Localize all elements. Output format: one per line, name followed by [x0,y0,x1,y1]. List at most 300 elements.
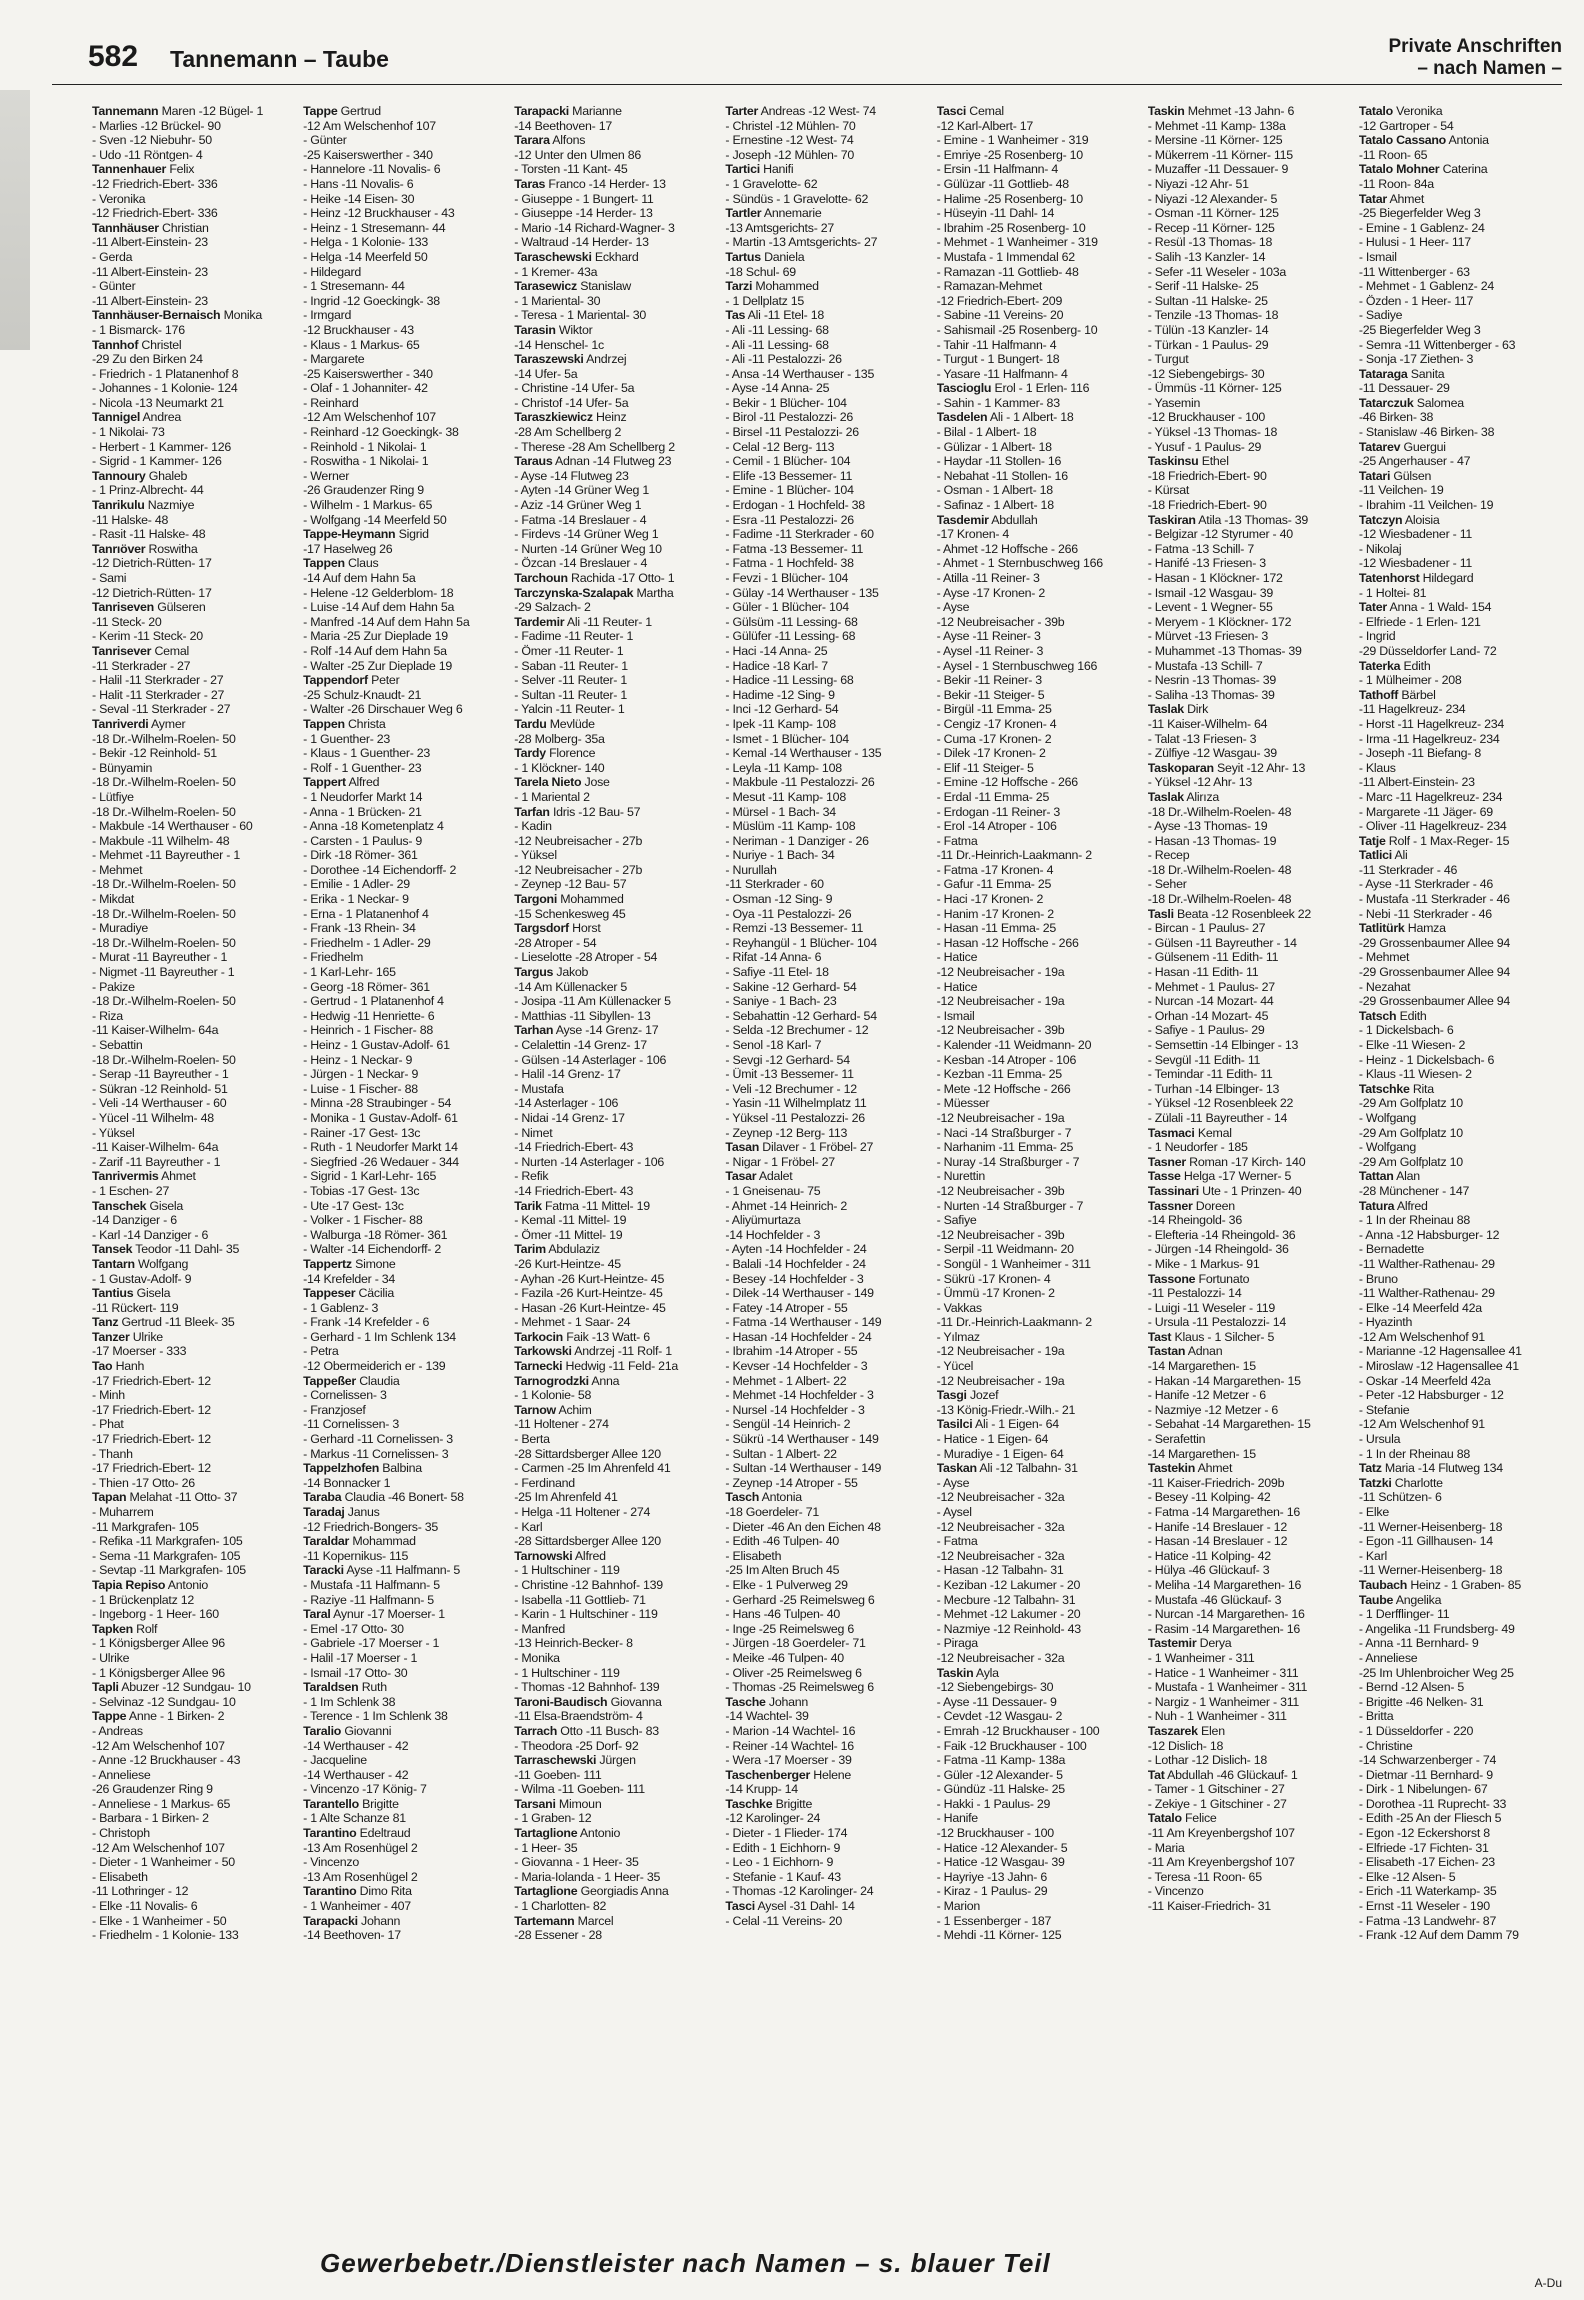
entry-details: Ethel [1201,454,1229,469]
entry-details: - Wilhelm - 1 Markus- 65 [303,498,433,513]
entry-details: Mohammed [560,892,624,907]
entry-details: - Hatice -12 Alexander- 5 [936,1840,1068,1855]
entry-details: - Mehmet -14 Hochfelder - 3 [725,1388,874,1403]
directory-entry [725,1140,928,1155]
directory-entry [725,1739,928,1754]
directory-entry [514,732,717,747]
entry-details: - Seval -11 Sterkrader - 27 [92,702,231,717]
directory-entry [92,1403,295,1418]
entry-details: - Nuh - 1 Wanheimer - 311 [1147,1709,1287,1724]
directory-entry [1148,527,1351,542]
directory-entry [514,1184,717,1199]
entry-details: Rolf - 1 Max-Reger- 15 [1388,833,1510,848]
directory-entry [1148,1257,1351,1272]
directory-entry [937,1884,1140,1899]
directory-entry [937,1855,1140,1870]
entry-details: Dimo Rita [359,1884,412,1899]
entry-details: - Klaus - 1 Markus- 65 [303,337,420,352]
entry-surname: Taraus [514,454,553,469]
directory-entry [303,1593,506,1608]
entry-details: - Thomas -12 Karolinger- 24 [725,1884,874,1899]
entry-details: - Müslüm -11 Kamp- 108 [725,819,856,834]
entry-details: -13 Am Rosenhügel 2 [303,1840,418,1855]
entry-details: - Saniye - 1 Bach- 23 [725,994,837,1009]
directory-entry [937,104,1140,119]
entry-details: - Nurten -14 Asterlager - 106 [514,1154,665,1169]
entry-details: - Terence - 1 Im Schlenk 38 [303,1709,448,1724]
page-range-title: Tannemann – Taube [170,46,389,72]
directory-entry [937,1126,1140,1141]
entry-details: - Monika - 1 Gustav-Adolf- 61 [303,1110,458,1125]
directory-entry [514,819,717,834]
entry-details: Hedwig -11 Feld- 21a [565,1359,679,1374]
entry-surname: Tarrach [514,1723,558,1738]
directory-entry [1359,235,1562,250]
entry-details: Abdullah -46 Glückauf- 1 [1167,1767,1298,1782]
entry-details: - Hasan -11 Emma- 25 [936,921,1056,936]
directory-entry [514,177,717,192]
entry-details: - Erdogan -11 Reiner- 3 [936,804,1061,819]
directory-entry [92,1257,295,1272]
directory-entry [514,192,717,207]
entry-surname: Tantius [92,1286,134,1301]
directory-entry [937,162,1140,177]
entry-surname: Tartaglione [514,1884,578,1899]
directory-entry [92,629,295,644]
entry-surname: Tarnow [514,1402,556,1417]
entry-details: - Yüksel -12 Ahr- 13 [1147,775,1252,790]
directory-entry [1359,192,1562,207]
directory-entry [303,1709,506,1724]
directory-entry [92,892,295,907]
entry-details: - Helene -12 Gelderblom- 18 [303,585,454,600]
directory-entry [725,1826,928,1841]
entry-surname: Taraszewski [514,352,584,367]
directory-entry [937,1067,1140,1082]
entry-details: - Ali -11 Lessing- 68 [725,337,829,352]
directory-entry [725,396,928,411]
directory-entry [1359,1023,1562,1038]
directory-entry [514,119,717,134]
entry-details: Seyit -12 Ahr- 13 [1217,760,1306,775]
directory-entry [1359,1038,1562,1053]
entry-details: - Gülsenem -11 Edith- 11 [1147,950,1279,965]
entry-details: -11 Kopernikus- 115 [303,1548,409,1563]
directory-entry [937,221,1140,236]
directory-entry [303,980,506,995]
entry-details: Ruth [361,1680,387,1695]
entry-details: - Miroslaw -12 Hagensallee 41 [1358,1359,1519,1374]
entry-surname: Taraschewski [514,249,592,264]
directory-entry [303,673,506,688]
entry-details: - Anna -12 Habsburger- 12 [1358,1227,1500,1242]
directory-entry [1148,586,1351,601]
entry-details: - Safiye [936,1213,977,1228]
entry-details: - Anna - 1 Brücken- 21 [303,804,422,819]
directory-entry [514,921,717,936]
entry-details: -12 Neubreisacher - 32a [936,1519,1065,1534]
entry-details: -11 Dr.-Heinrich-Laakmann- 2 [936,1315,1092,1330]
directory-entry [725,1520,928,1535]
entry-details: - 1 Charlotten- 82 [514,1899,607,1914]
directory-entry [1148,892,1351,907]
directory-entry [1148,921,1351,936]
directory-entry [303,936,506,951]
entry-details: - 1 Essenberger - 187 [936,1913,1052,1928]
directory-entry [725,936,928,951]
entry-details: - Sükran -12 Reinhold- 51 [92,1081,228,1096]
entry-surname: Tarczynska-Szalapak [514,585,634,600]
directory-entry [514,1140,717,1155]
directory-entry [514,425,717,440]
entry-details: - Jürgen -18 Goerdeler- 71 [725,1636,866,1651]
directory-entry [1359,279,1562,294]
directory-entry [514,323,717,338]
directory-entry [514,775,717,790]
directory-entry [1148,162,1351,177]
directory-entry [303,921,506,936]
entry-details: - Walburga -18 Römer- 361 [303,1227,448,1242]
entry-details: - 1 Eschen- 27 [92,1183,170,1198]
directory-entry [303,1739,506,1754]
directory-entry [92,805,295,820]
directory-entry [937,673,1140,688]
entry-details: - Vincenzo [303,1855,359,1870]
entry-details: -25 Kaiserswerther - 340 [303,366,433,381]
directory-entry [725,1184,928,1199]
directory-entry [514,410,717,425]
directory-entry [303,1666,506,1681]
entry-surname: Taskin [1147,104,1185,118]
directory-entry [303,177,506,192]
directory-entry [937,1505,1140,1520]
directory-entry [514,834,717,849]
entry-details: - Ersin -11 Halfmann- 4 [936,162,1058,177]
entry-details: Ahmet [161,1169,196,1184]
directory-entry [303,994,506,1009]
entry-details: - Niyazi -12 Alexander- 5 [1147,191,1278,206]
entry-details: - Emel -17 Otto- 30 [303,1621,404,1636]
entry-details: - 1 Mariental- 30 [514,293,601,308]
directory-entry [92,1140,295,1155]
entry-details: Marcel [577,1913,614,1928]
entry-details: - Yasemin [1147,395,1201,410]
directory-entry [1148,1695,1351,1710]
directory-entry [937,1768,1140,1783]
directory-entry [1359,206,1562,221]
entry-details: - Sevtap -11 Markgrafen- 105 [92,1563,246,1578]
entry-details: - Emine - 1 Blücher- 104 [725,483,854,498]
directory-entry [937,819,1140,834]
entry-details: -12 Friedrich-Ebert- 209 [936,293,1063,308]
directory-entry [514,148,717,163]
entry-details: Martha [636,585,674,600]
directory-entry [1148,877,1351,892]
directory-entry [92,1928,295,1943]
entry-details: - Keziban -12 Lakumer - 20 [936,1577,1081,1592]
entry-surname: Tansek [92,1242,133,1257]
directory-entry [937,761,1140,776]
directory-entry [1359,907,1562,922]
directory-entry [725,1461,928,1476]
entry-details: - Faik -12 Bruckhauser - 100 [936,1738,1087,1753]
directory-entry [725,819,928,834]
directory-entry [725,1169,928,1184]
directory-entry [303,1855,506,1870]
entry-surname: Targsdorf [514,921,569,936]
directory-entry [725,410,928,425]
directory-entry [92,950,295,965]
entry-surname: Tanzer [92,1329,130,1344]
directory-entry [92,921,295,936]
directory-entry [303,1140,506,1155]
entry-details: - Elke -11 Wiesen- 2 [1358,1038,1466,1052]
directory-entry [725,1155,928,1170]
directory-entry [937,1417,1140,1432]
entry-details: Stanislaw [580,279,631,294]
directory-entry [725,1228,928,1243]
entry-details: -25 Im Uhlenbroicher Weg 25 [1358,1665,1514,1680]
entry-details: -11 Walther-Rathenau- 29 [1358,1286,1495,1301]
entry-details: - Marion -14 Wachtel- 16 [725,1723,856,1738]
directory-entry [937,805,1140,820]
entry-details: - Frank -14 Krefelder - 6 [303,1315,430,1330]
directory-entry [725,702,928,717]
directory-entry [725,1797,928,1812]
entry-details: - Özcan -14 Breslauer - 4 [514,556,648,571]
entry-details: -28 Molberg- 35a [514,731,605,746]
directory-entry [937,1666,1140,1681]
directory-column-2 [303,104,506,2184]
entry-details: Claudia [359,1373,400,1388]
entry-details: - Barbara - 1 Birken- 2 [92,1811,209,1826]
entry-details: - Fadime -11 Sterkrader - 60 [725,527,874,542]
directory-entry [303,965,506,980]
entry-surname: Tartus [725,249,761,264]
directory-entry [92,1388,295,1403]
entry-details: Veronika [1396,104,1443,118]
directory-entry [1148,104,1351,119]
entry-details: Andrzej [586,352,627,367]
entry-details: Gülseren [157,600,206,615]
entry-surname: Taraba [303,1490,342,1505]
entry-details: - 1 Düsseldorfer - 220 [1358,1723,1474,1738]
entry-surname: Tartaglione [514,1826,578,1841]
directory-entry [937,1330,1140,1345]
entry-details: - Fazila -26 Kurt-Heintze- 45 [514,1286,663,1301]
entry-surname: Tarantello [303,1796,359,1811]
entry-details: Hanh [115,1359,145,1374]
entry-details: - Halil -17 Moerser - 1 [303,1650,418,1665]
entry-details: -28 Atroper - 54 [514,935,597,950]
entry-details: - Vincenzo -17 König- 7 [303,1782,427,1797]
directory-entry [514,250,717,265]
directory-entry [514,1914,717,1929]
directory-entry [514,527,717,542]
directory-entry [303,221,506,236]
directory-entry [937,775,1140,790]
entry-details: -12 Neubreisacher - 19a [936,1373,1065,1388]
entry-surname: Tathoff [1358,687,1399,702]
entry-surname: Tasci [725,1899,755,1914]
entry-details: - Muhammet -13 Thomas- 39 [1147,643,1302,658]
entry-details: -12 Am Welschenhof 107 [303,410,436,425]
directory-entry [514,352,717,367]
entry-details: - Ernestine -12 West- 74 [725,133,854,148]
entry-details: Ahmet [1389,191,1425,206]
entry-details: - Fatma -11 Kamp- 138a [936,1753,1066,1768]
directory-entry [1359,1593,1562,1608]
entry-details: Horst [572,921,601,936]
entry-surname: Tasilci [936,1417,973,1432]
directory-entry [937,688,1140,703]
directory-entry [514,265,717,280]
entry-details: - Temindar -11 Edith- 11 [1147,1067,1273,1082]
directory-entry [725,294,928,309]
entry-surname: Tatarczuk [1358,395,1414,410]
directory-entry [1359,1636,1562,1651]
entry-details: - Wolfgang [1358,1110,1417,1125]
directory-entry [92,1344,295,1359]
entry-details: Balbina [382,1461,422,1476]
directory-entry [1148,1622,1351,1637]
entry-details: -13 Am Rosenhügel 2 [303,1869,418,1884]
entry-details: Alfred [574,1548,606,1563]
directory-entry [92,498,295,513]
entry-details: Gisela [136,1286,171,1301]
entry-details: -29 Am Golfplatz 10 [1358,1154,1463,1169]
entry-details: - 1 Königsberger Allee 96 [92,1636,225,1651]
directory-entry [937,1023,1140,1038]
entry-details: Aysel -31 Dahl- 14 [757,1899,855,1914]
directory-entry [1359,1739,1562,1754]
entry-surname: Tannhäuser [92,220,159,235]
directory-entry [514,673,717,688]
directory-entry [514,1476,717,1491]
directory-entry [514,936,717,951]
directory-entry [92,338,295,353]
entry-details: Giovanna [610,1694,662,1709]
entry-details: - Ramazan-Mehmet [936,279,1043,294]
entry-details: - 1 Königsberger Allee 96 [92,1665,225,1680]
entry-details: - Heinrich - 1 Fischer- 88 [303,1023,433,1038]
entry-details: -11 Sterkrader - 60 [725,877,824,892]
entry-details: - Raziye -11 Halfmann- 5 [303,1592,434,1607]
entry-details: Kemal [1197,1125,1232,1140]
directory-entry [1359,1286,1562,1301]
entry-details: - Mecbure -12 Talbahn- 31 [936,1592,1076,1607]
entry-details: -29 Am Golfplatz 10 [1358,1125,1463,1140]
entry-details: Felice [1184,1811,1217,1826]
entry-surname: Taroni-Baudisch [514,1694,608,1709]
entry-details: -11 Walther-Rathenau- 29 [1358,1256,1495,1271]
directory-entry [1359,980,1562,995]
directory-entry [1359,1724,1562,1739]
entry-details: - Lieselotte -28 Atroper - 54 [514,950,658,965]
directory-entry [937,892,1140,907]
directory-entry [514,1403,717,1418]
entry-details: - Hadice -11 Lessing- 68 [725,673,854,688]
entry-surname: Tarik [514,1198,542,1213]
directory-entry [725,527,928,542]
entry-details: -12 Neubreisacher - 39b [936,1227,1065,1242]
entry-details: - Inge -25 Reimelsweg 6 [725,1621,854,1636]
entry-details: - Bekir - 1 Blücher- 104 [725,395,847,410]
directory-entry [1148,1242,1351,1257]
entry-details: - 1 Kolonie- 58 [514,1388,592,1403]
entry-details: - Hildegard [303,264,361,279]
directory-entry [303,1928,506,1943]
entry-details: -12 Neubreisacher - 19a [936,1344,1065,1359]
entry-surname: Tappen [303,556,345,571]
directory-entry [937,542,1140,557]
directory-entry [303,907,506,922]
entry-details: - Ayse -14 Anna- 25 [725,381,830,396]
entry-details: -12 Unter den Ulmen 86 [514,147,642,162]
directory-entry [937,177,1140,192]
entry-details: Derya [1199,1636,1232,1651]
entry-details: - Ayse -17 Kronen- 2 [936,585,1045,600]
entry-details: - Halil -11 Sterkrader - 27 [92,673,224,688]
directory-entry [1359,1476,1562,1491]
entry-details: Mohammed [755,279,819,294]
directory-entry [514,1739,717,1754]
entry-details: -11 Elsa-Braendström- 4 [514,1709,643,1724]
directory-entry [1359,1126,1562,1141]
entry-details: Jozef [969,1388,999,1403]
entry-details: - Hasan -13 Thomas- 19 [1147,833,1277,848]
directory-entry [92,1169,295,1184]
directory-entry [1148,1520,1351,1535]
directory-entry [303,104,506,119]
directory-entry [937,338,1140,353]
entry-details: - Hatice - 1 Eigen- 64 [936,1432,1049,1447]
entry-details: - Ayse -14 Flutweg 23 [514,468,629,483]
directory-entry [1359,819,1562,834]
entry-details: - Minh [92,1388,125,1403]
directory-entry [514,1359,717,1374]
directory-entry [303,513,506,528]
entry-surname: Tannhäuser-Bernaisch [92,308,221,323]
directory-entry [725,980,928,995]
entry-surname: Tast [1147,1329,1172,1344]
directory-entry [1148,1432,1351,1447]
directory-entry [303,294,506,309]
directory-entry [92,1009,295,1024]
entry-details: - Mete -12 Hoffsche - 266 [936,1081,1071,1096]
directory-entry [514,396,717,411]
directory-entry [514,542,717,557]
entry-details: - Yalcin -11 Reuter- 1 [514,702,625,717]
directory-entry [725,1330,928,1345]
entry-details: - Hedwig -11 Henriette- 6 [303,1008,435,1023]
directory-entry [303,790,506,805]
entry-details: - Hasan -12 Talbahn- 31 [936,1563,1064,1578]
directory-entry [1359,1534,1562,1549]
directory-entry [1359,1184,1562,1199]
entry-details: -11 Sterkrader - 46 [1358,862,1458,877]
page-header [52,30,1562,85]
entry-details: -28 Sittardsberger Allee 120 [514,1446,661,1461]
directory-entry [92,1155,295,1170]
directory-entry [1148,1884,1351,1899]
entry-details: - Recep -11 Körner- 125 [1147,220,1275,235]
entry-details: - Ömer -11 Mittel- 19 [514,1227,623,1242]
entry-details: - Tobias -17 Gest- 13c [303,1183,420,1198]
directory-entry [725,1899,928,1914]
directory-entry [92,294,295,309]
directory-entry [92,1184,295,1199]
